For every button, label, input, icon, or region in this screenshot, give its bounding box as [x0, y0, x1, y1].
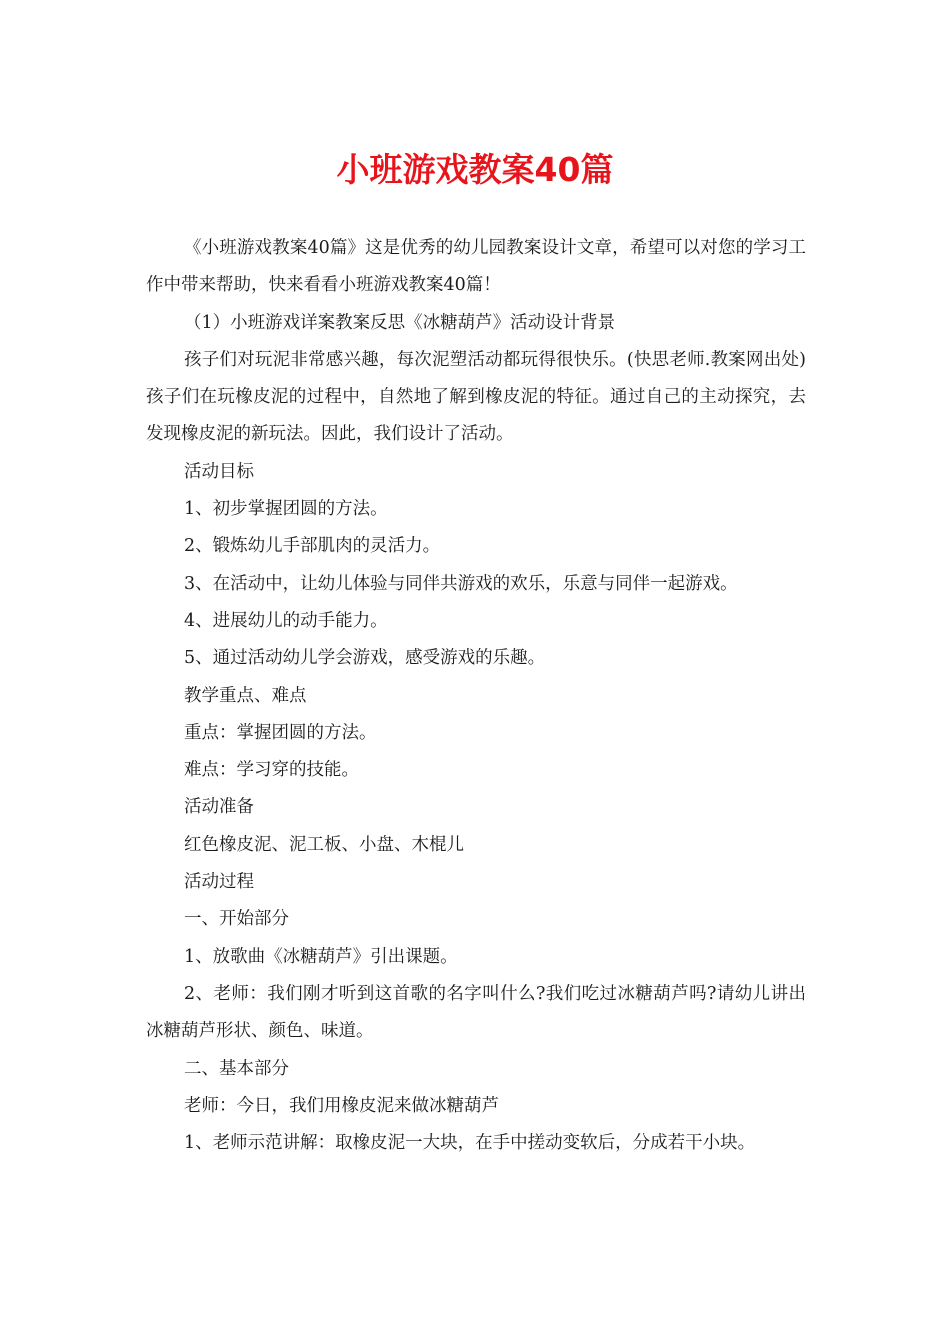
process-step: 2、老师：我们刚才听到这首歌的名字叫什么?我们吃过冰糖葫芦吗?请幼儿讲出冰糖葫芦形状、颜色、味道。: [146, 983, 806, 1042]
process-subheading: 二、基本部分: [184, 1058, 289, 1079]
background-paragraph: 孩子们对玩泥非常感兴趣，每次泥塑活动都玩得很快乐。(快思老师.教案网出处)孩子们在玩橡皮泥的过程中，自然地了解到橡皮泥的特征。通过自己的主动探究，去发现橡皮泥的新玩法。因此，我们设计了活动。: [146, 349, 806, 445]
key-points-heading: 教学重点、难点: [184, 685, 307, 706]
preparation-item: 红色橡皮泥、泥工板、小盘、木棍儿: [184, 834, 464, 855]
intro-paragraph: 《小班游戏教案40篇》这是优秀的幼儿园教案设计文章，希望可以对您的学习工作中带来帮助，快来看看小班游戏教案40篇！: [146, 238, 806, 296]
document-body: [146, 230, 806, 1162]
process-step: 1、放歌曲《冰糖葫芦》引出课题。: [184, 946, 458, 967]
process-step: 1、老师示范讲解：取橡皮泥一大块，在手中搓动变软后，分成若干小块。: [184, 1133, 756, 1154]
goal-item: 3、在活动中，让幼儿体验与同伴共游戏的欢乐，乐意与同伴一起游戏。: [184, 573, 738, 594]
process-subheading: 一、开始部分: [184, 909, 289, 930]
key-point-item: 重点：掌握团圆的方法。: [184, 722, 377, 743]
process-heading: 活动过程: [184, 872, 254, 893]
document-title: 小班游戏教案40篇: [336, 150, 614, 189]
goals-heading: 活动目标: [184, 461, 254, 482]
goal-item: 5、通过活动幼儿学会游戏，感受游戏的乐趣。: [184, 648, 546, 669]
goal-item: 4、进展幼儿的动手能力。: [184, 610, 388, 631]
goal-item: 1、初步掌握团圆的方法。: [184, 499, 388, 520]
goal-item: 2、锻炼幼儿手部肌肉的灵活力。: [184, 536, 441, 557]
section-heading: （1）小班游戏详案教案反思《冰糖葫芦》活动设计背景: [184, 312, 616, 333]
difficulty-item: 难点：学习穿的技能。: [184, 760, 359, 781]
preparation-heading: 活动准备: [184, 797, 254, 818]
process-step: 老师：今日，我们用橡皮泥来做冰糖葫芦: [184, 1095, 499, 1116]
